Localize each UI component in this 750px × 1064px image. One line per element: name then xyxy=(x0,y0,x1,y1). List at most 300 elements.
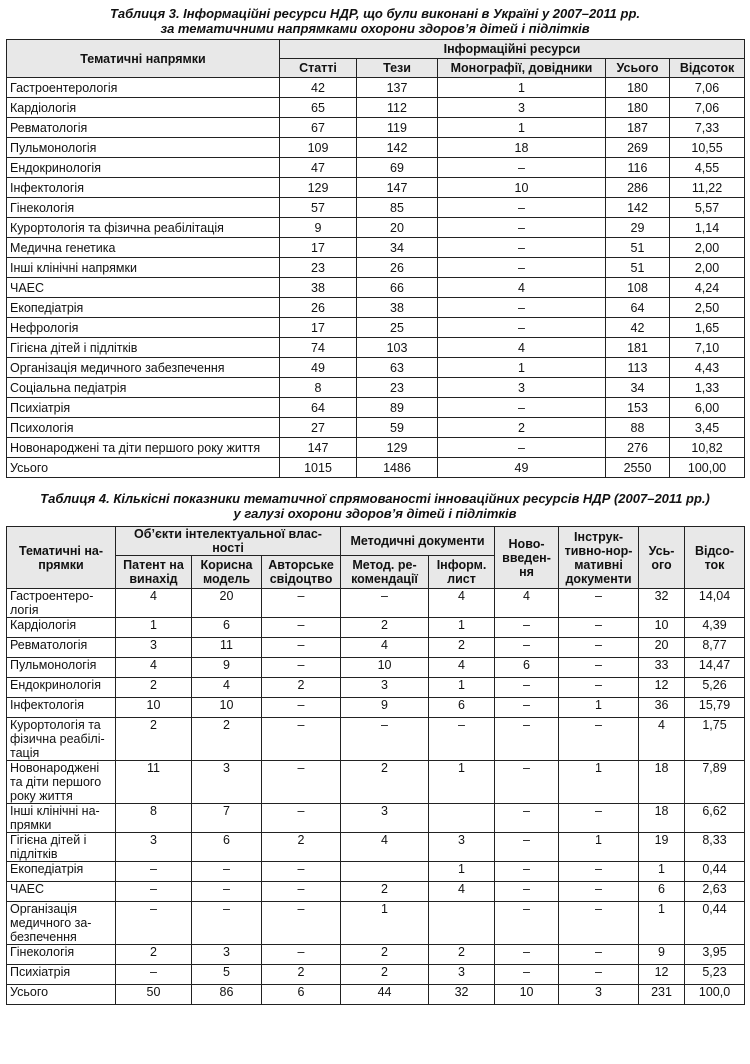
value-cell: – xyxy=(341,718,429,761)
table3-caption-line1: Таблиця 3. Інформаційні ресурси НДР, що були виконані в Україні у 2007–2011 рр. xyxy=(109,6,641,21)
table-row xyxy=(7,418,745,438)
value-cell: 4 xyxy=(116,589,192,618)
value-cell xyxy=(429,902,495,945)
value-cell: 1 xyxy=(429,862,495,882)
value-cell: – xyxy=(116,965,192,985)
value-cell: 69 xyxy=(357,158,438,178)
table4-head-innovation: Ново-введен-ня xyxy=(495,527,559,589)
value-cell: 10,55 xyxy=(670,138,745,158)
table3-caption-line2: за тематичними напрямками охорони здоров’я дітей і підлітків xyxy=(160,21,590,36)
table4-head-group-ip: Об’єкти інтелектуальної влас-ності xyxy=(116,527,341,556)
table-row xyxy=(7,178,745,198)
table-row xyxy=(7,118,745,138)
value-cell: 4 xyxy=(438,338,606,358)
row-label-cell: Ревматологія xyxy=(7,118,280,138)
table-row xyxy=(7,678,745,698)
value-cell: 64 xyxy=(280,398,357,418)
table3 xyxy=(6,39,745,478)
value-cell: 3 xyxy=(341,678,429,698)
value-cell: – xyxy=(559,882,639,902)
value-cell: 0,44 xyxy=(685,862,745,882)
value-cell: 3 xyxy=(429,833,495,862)
value-cell: 9 xyxy=(280,218,357,238)
value-cell: 2 xyxy=(116,678,192,698)
value-cell: 34 xyxy=(606,378,670,398)
table-row xyxy=(7,761,745,804)
value-cell: – xyxy=(559,718,639,761)
row-label-cell: Пульмонологія xyxy=(7,658,116,678)
value-cell: 12 xyxy=(639,965,685,985)
row-label-cell: Інші клінічні на-прямки xyxy=(7,804,116,833)
value-cell: 6 xyxy=(429,698,495,718)
value-cell: 3 xyxy=(341,804,429,833)
table4-caption xyxy=(0,491,750,521)
value-cell: 286 xyxy=(606,178,670,198)
row-label-cell: Екопедіатрія xyxy=(7,862,116,882)
value-cell: 2,63 xyxy=(685,882,745,902)
value-cell: 10 xyxy=(495,985,559,1005)
value-cell: 20 xyxy=(639,638,685,658)
value-cell: 2 xyxy=(116,945,192,965)
table-row xyxy=(7,965,745,985)
value-cell: 4,43 xyxy=(670,358,745,378)
value-cell: 42 xyxy=(280,78,357,98)
value-cell: 112 xyxy=(357,98,438,118)
value-cell: 8 xyxy=(280,378,357,398)
value-cell: 20 xyxy=(357,218,438,238)
value-cell: – xyxy=(495,804,559,833)
value-cell: 1 xyxy=(341,902,429,945)
value-cell: 65 xyxy=(280,98,357,118)
value-cell: 1 xyxy=(639,902,685,945)
value-cell: – xyxy=(495,882,559,902)
table-row xyxy=(7,718,745,761)
value-cell: 26 xyxy=(280,298,357,318)
value-cell: 23 xyxy=(280,258,357,278)
row-label-cell: Кардіологія xyxy=(7,98,280,118)
value-cell: 142 xyxy=(606,198,670,218)
value-cell: – xyxy=(495,718,559,761)
value-cell xyxy=(341,862,429,882)
table-row xyxy=(7,618,745,638)
table-row xyxy=(7,862,745,882)
table4 xyxy=(6,526,745,1005)
value-cell: 18 xyxy=(438,138,606,158)
value-cell: 1 xyxy=(438,118,606,138)
value-cell: 2 xyxy=(262,965,341,985)
row-label-cell: Соціальна педіатрія xyxy=(7,378,280,398)
value-cell: 26 xyxy=(357,258,438,278)
value-cell: 153 xyxy=(606,398,670,418)
value-cell: 7 xyxy=(192,804,262,833)
value-cell: 5,23 xyxy=(685,965,745,985)
row-label-cell: Усього xyxy=(7,458,280,478)
value-cell: 180 xyxy=(606,78,670,98)
row-label-cell: Новонароджені та діти першого року життя xyxy=(7,761,116,804)
value-cell: 2 xyxy=(341,761,429,804)
value-cell: – xyxy=(559,658,639,678)
value-cell: 7,06 xyxy=(670,78,745,98)
value-cell: 67 xyxy=(280,118,357,138)
value-cell: – xyxy=(559,618,639,638)
value-cell: 2 xyxy=(341,945,429,965)
table3-caption xyxy=(0,6,750,36)
value-cell: 108 xyxy=(606,278,670,298)
value-cell: 4 xyxy=(495,589,559,618)
value-cell: – xyxy=(262,902,341,945)
value-cell: 7,89 xyxy=(685,761,745,804)
value-cell: 6 xyxy=(192,833,262,862)
value-cell xyxy=(429,804,495,833)
value-cell: 10 xyxy=(116,698,192,718)
value-cell: 89 xyxy=(357,398,438,418)
value-cell: 1 xyxy=(438,358,606,378)
table-row xyxy=(7,338,745,358)
value-cell: – xyxy=(559,862,639,882)
value-cell: 113 xyxy=(606,358,670,378)
value-cell: – xyxy=(559,945,639,965)
value-cell: 6,00 xyxy=(670,398,745,418)
value-cell: 137 xyxy=(357,78,438,98)
value-cell: 1 xyxy=(559,761,639,804)
value-cell: 3 xyxy=(116,833,192,862)
value-cell: – xyxy=(262,618,341,638)
table-row xyxy=(7,98,745,118)
value-cell: – xyxy=(192,902,262,945)
value-cell: 3 xyxy=(192,761,262,804)
table3-head-col: Тези xyxy=(357,59,438,78)
value-cell: 10 xyxy=(341,658,429,678)
value-cell: 4 xyxy=(341,638,429,658)
value-cell: – xyxy=(438,438,606,458)
table-row xyxy=(7,638,745,658)
value-cell: 0,44 xyxy=(685,902,745,945)
row-label-cell: Курортологія та фізична реабілітація xyxy=(7,218,280,238)
value-cell: – xyxy=(559,638,639,658)
table-row xyxy=(7,985,745,1005)
value-cell: 20 xyxy=(192,589,262,618)
value-cell: 2 xyxy=(429,945,495,965)
value-cell: 2,00 xyxy=(670,238,745,258)
value-cell: – xyxy=(262,882,341,902)
value-cell: 100,0 xyxy=(685,985,745,1005)
value-cell: 142 xyxy=(357,138,438,158)
value-cell: 6 xyxy=(262,985,341,1005)
value-cell: – xyxy=(559,678,639,698)
value-cell: 2 xyxy=(341,618,429,638)
value-cell: 11 xyxy=(116,761,192,804)
row-label-cell: Організація медичного за-безпечення xyxy=(7,902,116,945)
value-cell: 34 xyxy=(357,238,438,258)
row-label-cell: Гастроентерологія xyxy=(7,78,280,98)
value-cell: – xyxy=(438,298,606,318)
value-cell: – xyxy=(192,882,262,902)
value-cell: 103 xyxy=(357,338,438,358)
value-cell: 18 xyxy=(639,804,685,833)
value-cell: 276 xyxy=(606,438,670,458)
value-cell: 32 xyxy=(429,985,495,1005)
table4-head-percent: Відсо-ток xyxy=(685,527,745,589)
value-cell: 10 xyxy=(192,698,262,718)
value-cell: 85 xyxy=(357,198,438,218)
value-cell: 147 xyxy=(357,178,438,198)
value-cell: 6,62 xyxy=(685,804,745,833)
value-cell: – xyxy=(262,862,341,882)
value-cell: 11,22 xyxy=(670,178,745,198)
value-cell: – xyxy=(559,589,639,618)
value-cell: 47 xyxy=(280,158,357,178)
row-label-cell: Гінекологія xyxy=(7,198,280,218)
value-cell: 3,45 xyxy=(670,418,745,438)
value-cell: – xyxy=(438,218,606,238)
value-cell: 231 xyxy=(639,985,685,1005)
table3-head-group: Інформаційні ресурси xyxy=(280,40,745,59)
value-cell: 66 xyxy=(357,278,438,298)
value-cell: 2 xyxy=(438,418,606,438)
row-label-cell: ЧАЕС xyxy=(7,882,116,902)
row-label-cell: Гігієна дітей і підлітків xyxy=(7,833,116,862)
row-label-cell: Ендокринологія xyxy=(7,158,280,178)
value-cell: 2,00 xyxy=(670,258,745,278)
value-cell: 269 xyxy=(606,138,670,158)
value-cell: – xyxy=(262,804,341,833)
value-cell: 7,33 xyxy=(670,118,745,138)
value-cell: 180 xyxy=(606,98,670,118)
value-cell: – xyxy=(262,589,341,618)
value-cell: 8 xyxy=(116,804,192,833)
value-cell: 14,47 xyxy=(685,658,745,678)
value-cell: – xyxy=(116,902,192,945)
value-cell: 3,95 xyxy=(685,945,745,965)
value-cell: – xyxy=(262,718,341,761)
value-cell: 4 xyxy=(429,658,495,678)
value-cell: 8,33 xyxy=(685,833,745,862)
value-cell: 64 xyxy=(606,298,670,318)
value-cell: 4 xyxy=(192,678,262,698)
table-row xyxy=(7,589,745,618)
row-label-cell: Нефрологія xyxy=(7,318,280,338)
row-label-cell: Інфектологія xyxy=(7,178,280,198)
value-cell: 1 xyxy=(429,618,495,638)
table4-head-sub: Патент на винахід xyxy=(116,556,192,589)
value-cell: 1 xyxy=(559,698,639,718)
value-cell: – xyxy=(495,638,559,658)
row-label-cell: Ревматологія xyxy=(7,638,116,658)
value-cell: 10,82 xyxy=(670,438,745,458)
table-row xyxy=(7,698,745,718)
value-cell: 3 xyxy=(116,638,192,658)
table4-head-sub: Авторське свідоцтво xyxy=(262,556,341,589)
row-label-cell: Психіатрія xyxy=(7,398,280,418)
value-cell: 5,26 xyxy=(685,678,745,698)
value-cell: 4,55 xyxy=(670,158,745,178)
value-cell: – xyxy=(429,718,495,761)
value-cell: 7,06 xyxy=(670,98,745,118)
value-cell: 10 xyxy=(639,618,685,638)
table-row xyxy=(7,902,745,945)
value-cell: 29 xyxy=(606,218,670,238)
value-cell: 3 xyxy=(429,965,495,985)
table-row xyxy=(7,804,745,833)
table3-body xyxy=(7,78,745,478)
value-cell: 6 xyxy=(639,882,685,902)
value-cell: 2,50 xyxy=(670,298,745,318)
value-cell: 49 xyxy=(438,458,606,478)
table4-head-instructive: Інструк-тивно-нор-мативні документи xyxy=(559,527,639,589)
row-label-cell: Екопедіатрія xyxy=(7,298,280,318)
value-cell: 27 xyxy=(280,418,357,438)
value-cell: 6 xyxy=(495,658,559,678)
value-cell: 181 xyxy=(606,338,670,358)
table-row xyxy=(7,398,745,418)
value-cell: – xyxy=(495,761,559,804)
value-cell: – xyxy=(262,761,341,804)
table4-head-sub: Корисна модель xyxy=(192,556,262,589)
value-cell: 1,33 xyxy=(670,378,745,398)
row-label-cell: Пульмонологія xyxy=(7,138,280,158)
value-cell: – xyxy=(495,862,559,882)
table4-caption-line1: Таблиця 4. Кількісні показники тематичної спрямованості інноваційних ресурсів НДР (2007–2011 рр.) xyxy=(40,491,710,506)
value-cell: – xyxy=(438,398,606,418)
value-cell: 23 xyxy=(357,378,438,398)
table-row xyxy=(7,298,745,318)
row-label-cell: Гастроентеро-логія xyxy=(7,589,116,618)
value-cell: 74 xyxy=(280,338,357,358)
table4-body xyxy=(7,589,745,1005)
value-cell: 2 xyxy=(192,718,262,761)
row-label-cell: Інфектологія xyxy=(7,698,116,718)
row-label-cell: Новонароджені та діти першого року життя xyxy=(7,438,280,458)
value-cell: – xyxy=(559,965,639,985)
table3-head-col: Відсоток xyxy=(670,59,745,78)
table-row xyxy=(7,318,745,338)
table-row xyxy=(7,378,745,398)
value-cell: 15,79 xyxy=(685,698,745,718)
value-cell: 4,24 xyxy=(670,278,745,298)
value-cell: 1 xyxy=(429,678,495,698)
row-label-cell: Організація медичного забезпечення xyxy=(7,358,280,378)
value-cell: 2550 xyxy=(606,458,670,478)
row-label-cell: ЧАЕС xyxy=(7,278,280,298)
value-cell: 1,75 xyxy=(685,718,745,761)
value-cell: 5 xyxy=(192,965,262,985)
table-row xyxy=(7,138,745,158)
value-cell: 1,65 xyxy=(670,318,745,338)
value-cell: 116 xyxy=(606,158,670,178)
value-cell: 33 xyxy=(639,658,685,678)
table4-caption-line2: у галузі охорони здоров’я дітей і підлітків xyxy=(233,506,517,521)
table4-head-sub: Інформ. лист xyxy=(429,556,495,589)
value-cell: 38 xyxy=(357,298,438,318)
value-cell: 25 xyxy=(357,318,438,338)
value-cell: 187 xyxy=(606,118,670,138)
value-cell: 59 xyxy=(357,418,438,438)
value-cell: – xyxy=(495,678,559,698)
row-label-cell: Інші клінічні напрямки xyxy=(7,258,280,278)
value-cell: – xyxy=(438,318,606,338)
value-cell: 11 xyxy=(192,638,262,658)
value-cell: 129 xyxy=(280,178,357,198)
table-row xyxy=(7,882,745,902)
value-cell: 2 xyxy=(341,882,429,902)
value-cell: 4 xyxy=(438,278,606,298)
value-cell: – xyxy=(116,882,192,902)
table-row xyxy=(7,158,745,178)
value-cell: 4 xyxy=(116,658,192,678)
value-cell: – xyxy=(495,945,559,965)
table-row xyxy=(7,238,745,258)
table4-head-direction: Тематичні на-прямки xyxy=(7,527,116,589)
row-label-cell: Ендокринологія xyxy=(7,678,116,698)
row-label-cell: Психіатрія xyxy=(7,965,116,985)
value-cell: – xyxy=(262,658,341,678)
table-row xyxy=(7,945,745,965)
value-cell: 5,57 xyxy=(670,198,745,218)
value-cell: 42 xyxy=(606,318,670,338)
value-cell: 12 xyxy=(639,678,685,698)
value-cell: 100,00 xyxy=(670,458,745,478)
table-row xyxy=(7,358,745,378)
value-cell: – xyxy=(495,618,559,638)
value-cell: 4 xyxy=(341,833,429,862)
value-cell: 129 xyxy=(357,438,438,458)
value-cell: 2 xyxy=(262,678,341,698)
value-cell: – xyxy=(341,589,429,618)
row-label-cell: Гігієна дітей і підлітків xyxy=(7,338,280,358)
table-row xyxy=(7,833,745,862)
value-cell: 14,04 xyxy=(685,589,745,618)
table-row xyxy=(7,218,745,238)
value-cell: 3 xyxy=(438,98,606,118)
row-label-cell: Усього xyxy=(7,985,116,1005)
row-label-cell: Медична генетика xyxy=(7,238,280,258)
value-cell: 4 xyxy=(429,589,495,618)
table-row xyxy=(7,198,745,218)
value-cell: – xyxy=(495,902,559,945)
value-cell: 119 xyxy=(357,118,438,138)
value-cell: 147 xyxy=(280,438,357,458)
value-cell: 8,77 xyxy=(685,638,745,658)
value-cell: 1 xyxy=(429,761,495,804)
value-cell: – xyxy=(495,965,559,985)
value-cell: 4,39 xyxy=(685,618,745,638)
value-cell: 2 xyxy=(262,833,341,862)
value-cell: – xyxy=(495,833,559,862)
value-cell: 1 xyxy=(438,78,606,98)
value-cell: 2 xyxy=(116,718,192,761)
table3-head-col: Статті xyxy=(280,59,357,78)
table-row xyxy=(7,258,745,278)
value-cell: 1 xyxy=(116,618,192,638)
value-cell: 9 xyxy=(192,658,262,678)
value-cell: 3 xyxy=(559,985,639,1005)
value-cell: 51 xyxy=(606,258,670,278)
value-cell: 9 xyxy=(341,698,429,718)
value-cell: 9 xyxy=(639,945,685,965)
value-cell: – xyxy=(116,862,192,882)
table-row xyxy=(7,658,745,678)
value-cell: 2 xyxy=(429,638,495,658)
value-cell: – xyxy=(262,945,341,965)
value-cell: – xyxy=(438,158,606,178)
value-cell: 3 xyxy=(192,945,262,965)
value-cell: 63 xyxy=(357,358,438,378)
table4-head-group-method: Методичні документи xyxy=(341,527,495,556)
value-cell: 57 xyxy=(280,198,357,218)
value-cell: 1 xyxy=(639,862,685,882)
value-cell: 7,10 xyxy=(670,338,745,358)
value-cell: 32 xyxy=(639,589,685,618)
